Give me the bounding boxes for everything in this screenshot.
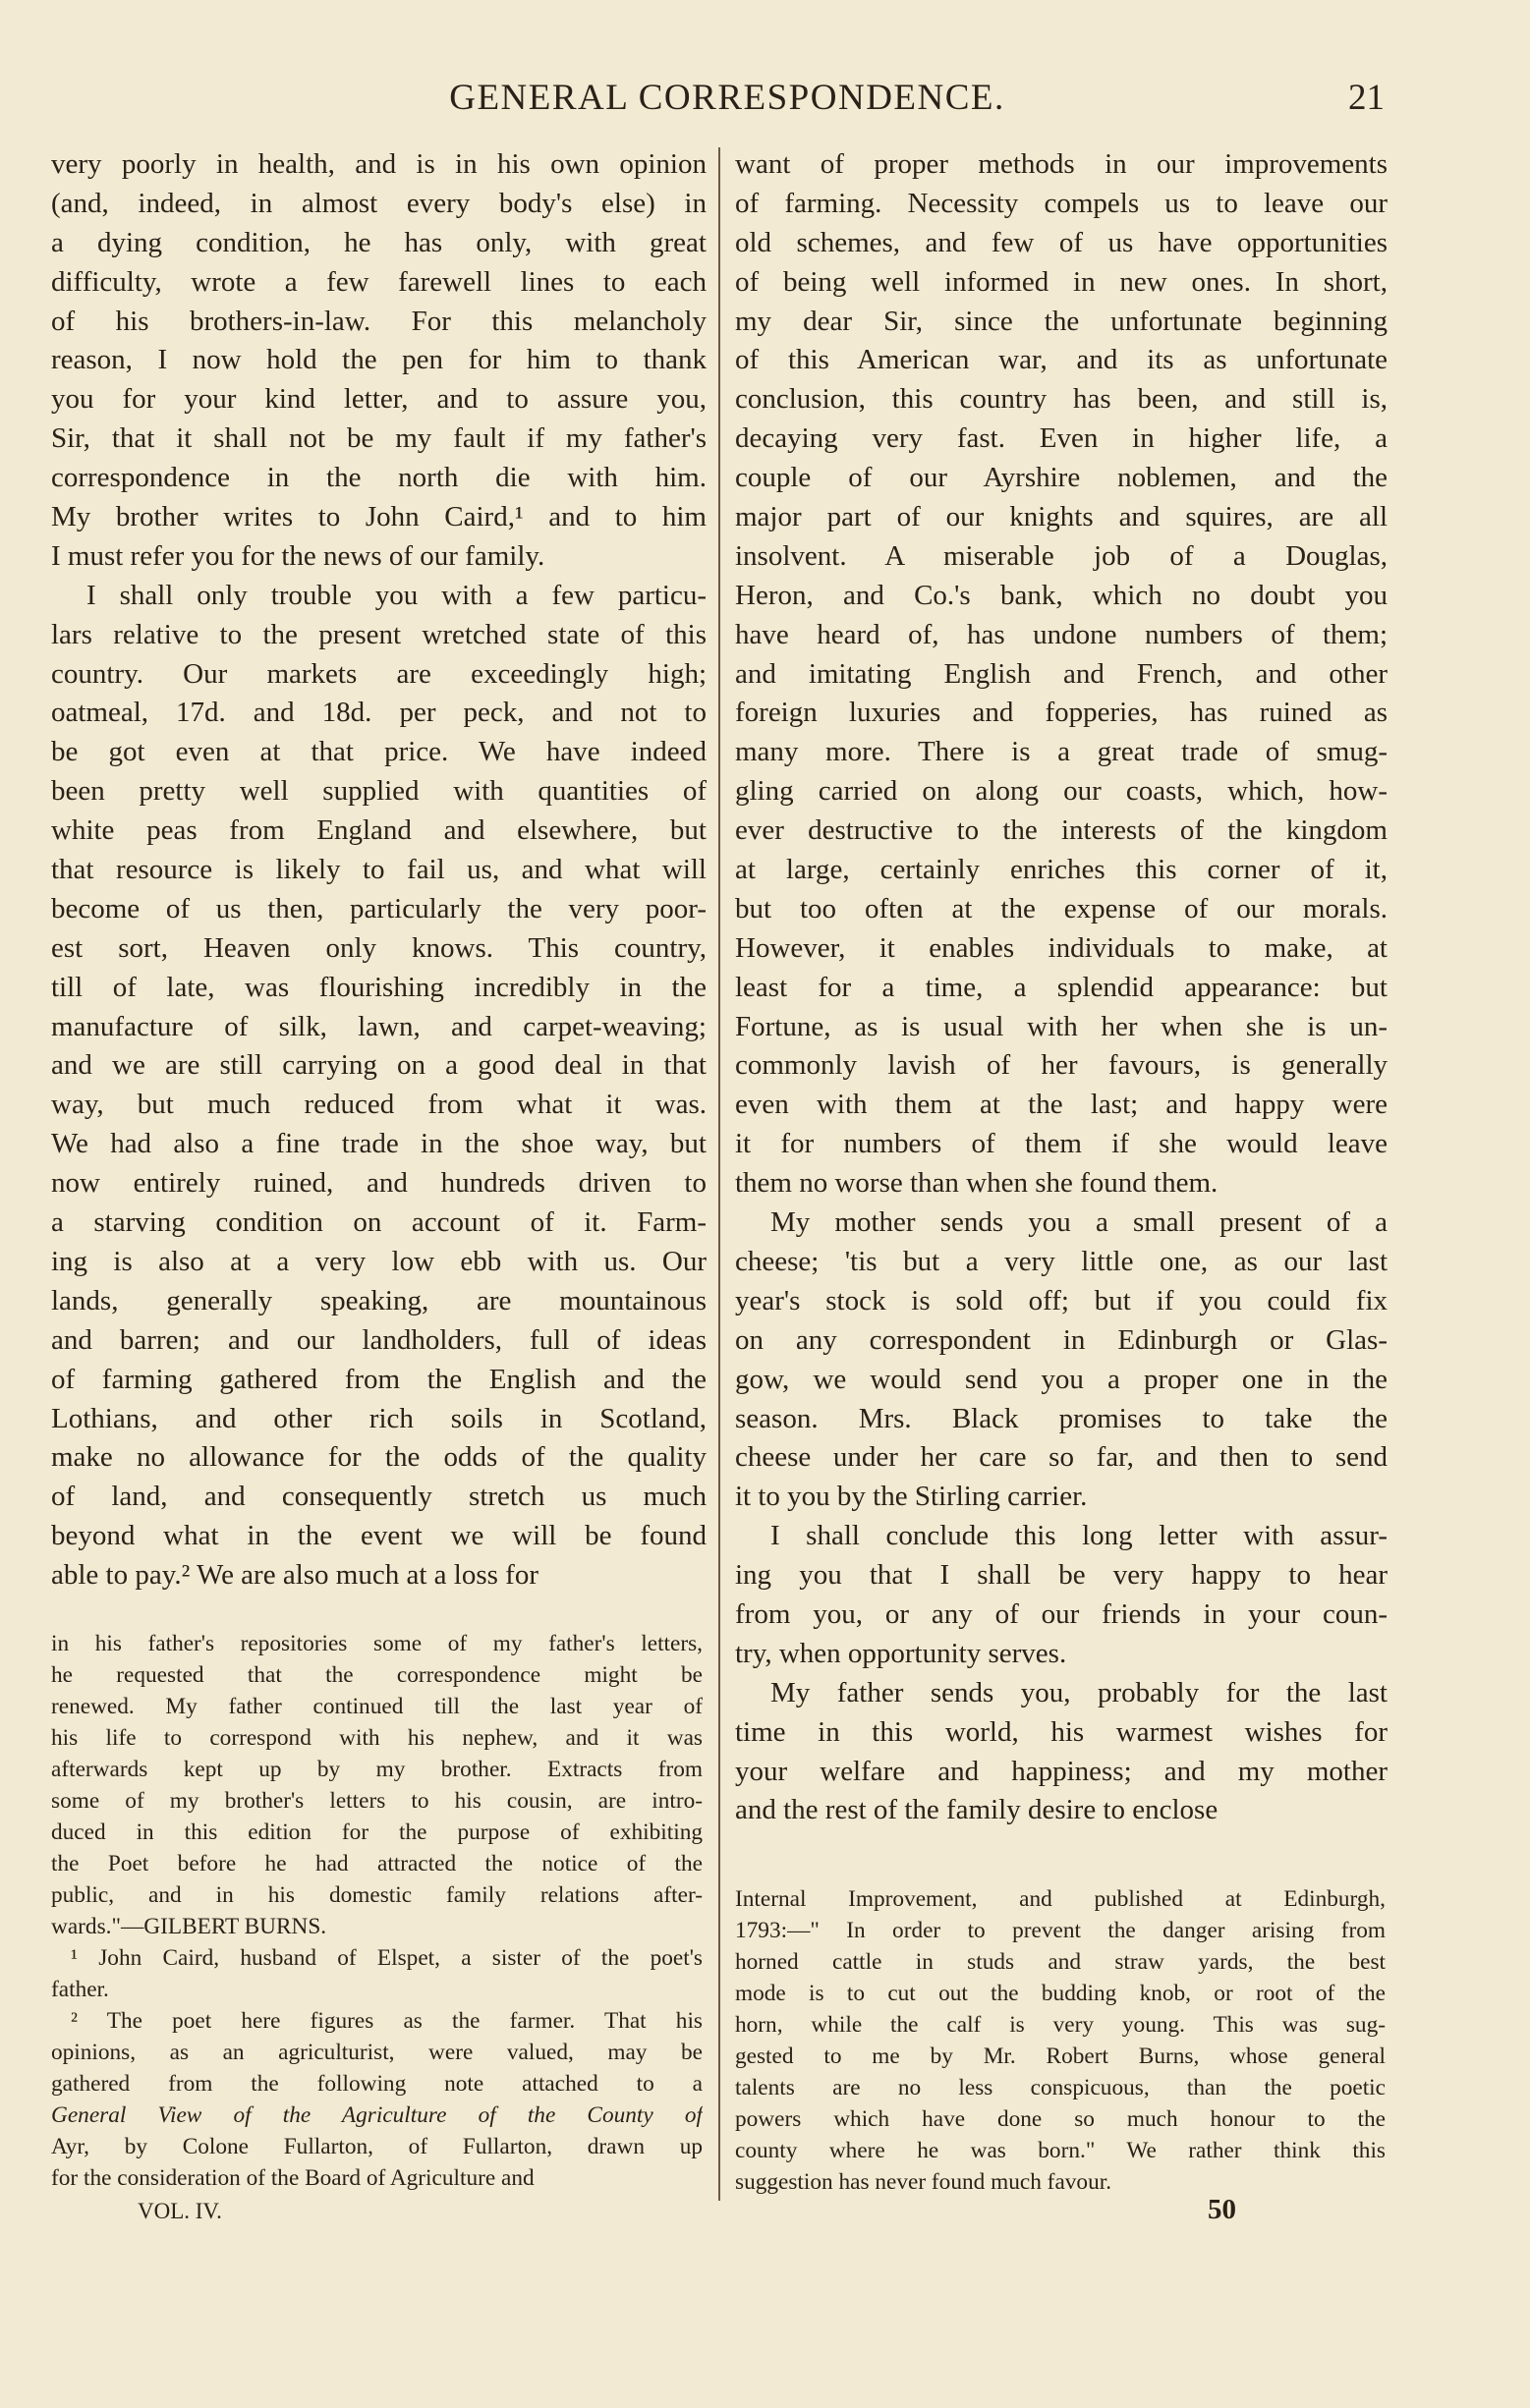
text-line: my dear Sir, since the unfortunate beginning: [735, 305, 1388, 337]
text-line: My father sends you, probably for the last: [770, 1676, 1388, 1708]
footnote-line: in his father's repositories some of my father's letters,: [51, 1631, 703, 1656]
text-line: that resource is likely to fail us, and what will: [51, 854, 707, 886]
footnote-line: ² The poet here figures as the farmer. That his: [71, 2008, 703, 2034]
footnote-line: gathered from the following note attached to a: [51, 2071, 703, 2097]
right-column-body: [735, 145, 1388, 1830]
footnote-line: General View of the Agriculture of the County of: [51, 2102, 703, 2128]
text-line: of farming. Necessity compels us to leave our: [735, 187, 1388, 219]
sheet-signature: 50: [1208, 2194, 1236, 2225]
footnote-line: wards."—GILBERT BURNS.: [51, 1914, 327, 1939]
footnote-line: gested to me by Mr. Robert Burns, whose general: [735, 2044, 1386, 2069]
text-line: from you, or any of our friends in your coun-: [735, 1597, 1388, 1630]
text-line: difficulty, wrote a few farewell lines to each: [51, 265, 707, 298]
footnote-line: his life to correspond with his nephew, and it was: [51, 1725, 703, 1751]
footnote-line: suggestion has never found much favour.: [735, 2169, 1112, 2195]
footnote-line: the Poet before he had attracted the notice of the: [51, 1851, 703, 1876]
text-line: it for numbers of them if she would leave: [735, 1128, 1388, 1160]
footnote-line: talents are no less conspicuous, than the poetic: [735, 2075, 1386, 2100]
footnote-line: powers which have done so much honour to the: [735, 2106, 1386, 2132]
footnote-line: horned cattle in studs and straw yards, the best: [735, 1949, 1386, 1975]
text-line: way, but much reduced from what it was.: [51, 1089, 707, 1121]
text-line: been pretty well supplied with quantities of: [51, 775, 707, 808]
text-line: you for your kind letter, and to assure you,: [51, 383, 707, 416]
text-line: till of late, was flourishing incredibly in the: [51, 971, 707, 1003]
footnote-line: ¹ John Caird, husband of Elspet, a sister of the poet's: [71, 1945, 703, 1971]
text-line: (and, indeed, in almost every body's else) in: [51, 187, 707, 219]
text-line: become of us then, particularly the very poor-: [51, 892, 707, 924]
text-line: cheese under her care so far, and then to send: [735, 1441, 1388, 1474]
text-line: We had also a fine trade in the shoe way, but: [51, 1128, 707, 1160]
text-line: lands, generally speaking, are mountainous: [51, 1284, 707, 1316]
text-line: decaying very fast. Even in higher life, a: [735, 422, 1388, 455]
footnote-line: he requested that the correspondence might be: [51, 1662, 703, 1688]
text-line: I shall conclude this long letter with assur-: [770, 1520, 1388, 1552]
text-line: at large, certainly enriches this corner of it,: [735, 854, 1388, 886]
running-title: GENERAL CORRESPONDENCE.: [449, 78, 1005, 118]
text-line: now entirely ruined, and hundreds driven to: [51, 1167, 707, 1200]
left-column-footnotes: [51, 1628, 703, 2194]
page-header: [0, 77, 1530, 126]
text-line: I must refer you for the news of our family.: [51, 539, 545, 572]
text-line: on any correspondent in Edinburgh or Glas-: [735, 1323, 1388, 1356]
text-line: of farming gathered from the English and the: [51, 1363, 707, 1395]
text-line: beyond what in the event we will be found: [51, 1520, 707, 1552]
text-line: gling carried on along our coasts, which, how-: [735, 775, 1388, 808]
text-line: est sort, Heaven only knows. This country,: [51, 931, 707, 964]
text-line: a dying condition, he has only, with great: [51, 226, 707, 258]
text-line: couple of our Ayrshire noblemen, and the: [735, 462, 1388, 494]
text-line: year's stock is sold off; but if you could fix: [735, 1284, 1388, 1316]
text-line: have heard of, has undone numbers of them;: [735, 618, 1388, 650]
column-divider: [718, 147, 720, 2201]
text-line: want of proper methods in our improvements: [735, 148, 1388, 180]
text-line: insolvent. A miserable job of a Douglas,: [735, 539, 1388, 572]
page-number: 21: [1348, 78, 1385, 118]
text-line: of being well informed in new ones. In short,: [735, 265, 1388, 298]
text-line: Lothians, and other rich soils in Scotland,: [51, 1402, 707, 1434]
right-column-footnotes: [735, 1883, 1386, 2198]
text-line: ing is also at a very low ebb with us. Our: [51, 1245, 707, 1277]
footnote-line: public, and in his domestic family relations after-: [51, 1882, 703, 1908]
text-line: even with them at the last; and happy were: [735, 1089, 1388, 1121]
text-line: conclusion, this country has been, and still is,: [735, 383, 1388, 416]
text-line: of land, and consequently stretch us much: [51, 1481, 707, 1513]
text-line: ing you that I shall be very happy to hear: [735, 1559, 1388, 1592]
text-line: but too often at the expense of our morals.: [735, 892, 1388, 924]
text-line: very poorly in health, and is in his own opinion: [51, 148, 707, 180]
footnote-line: county where he was born." We rather think this: [735, 2138, 1386, 2163]
text-line: correspondence in the north die with him.: [51, 462, 707, 494]
footnote-line: duced in this edition for the purpose of exhibiting: [51, 1820, 703, 1845]
text-line: it to you by the Stirling carrier.: [735, 1481, 1088, 1513]
text-line: and barren; and our landholders, full of ideas: [51, 1323, 707, 1356]
footnote-line: 1793:—" In order to prevent the danger arising from: [735, 1918, 1386, 1943]
text-line: season. Mrs. Black promises to take the: [735, 1402, 1388, 1434]
text-line: country. Our markets are exceedingly high;: [51, 657, 707, 690]
text-line: manufacture of silk, lawn, and carpet-weaving;: [51, 1010, 707, 1042]
footnote-line: opinions, as an agriculturist, were valued, may be: [51, 2040, 703, 2065]
footnote-line: renewed. My father continued till the last year of: [51, 1694, 703, 1719]
text-line: of this American war, and its as unfortunate: [735, 344, 1388, 376]
text-line: try, when opportunity serves.: [735, 1637, 1067, 1669]
text-line: least for a time, a splendid appearance: but: [735, 971, 1388, 1003]
text-line: a starving condition on account of it. Farm-: [51, 1206, 707, 1239]
text-line: However, it enables individuals to make, at: [735, 931, 1388, 964]
text-line: of his brothers-in-law. For this melancholy: [51, 305, 707, 337]
text-line: many more. There is a great trade of smug-: [735, 736, 1388, 768]
text-line: Fortune, as is usual with her when she is un-: [735, 1010, 1388, 1042]
text-line: reason, I now hold the pen for him to thank: [51, 344, 707, 376]
text-line: My mother sends you a small present of a: [770, 1206, 1388, 1239]
text-line: Sir, that it shall not be my fault if my father's: [51, 422, 707, 455]
footnote-line: Ayr, by Colone Fullarton, of Fullarton, drawn up: [51, 2134, 703, 2159]
footnote-line: Internal Improvement, and published at Edinburgh,: [735, 1886, 1386, 1912]
footnote-line: mode is to cut out the budding knob, or root of the: [735, 1981, 1386, 2006]
text-line: gow, we would send you a proper one in the: [735, 1363, 1388, 1395]
text-line: cheese; 'tis but a very little one, as our last: [735, 1245, 1388, 1277]
text-line: and we are still carrying on a good deal in that: [51, 1049, 707, 1082]
text-line: ever destructive to the interests of the kingdom: [735, 814, 1388, 847]
text-line: make no allowance for the odds of the quality: [51, 1441, 707, 1474]
text-line: oatmeal, 17d. and 18d. per peck, and not to: [51, 697, 707, 729]
footnote-line: some of my brother's letters to his cousin, are intro-: [51, 1788, 703, 1814]
text-line: time in this world, his warmest wishes for: [735, 1715, 1388, 1748]
text-line: Heron, and Co.'s bank, which no doubt you: [735, 579, 1388, 611]
text-line: commonly lavish of her favours, is generally: [735, 1049, 1388, 1082]
text-line: lars relative to the present wretched state of this: [51, 618, 707, 650]
text-line: My brother writes to John Caird,¹ and to him: [51, 501, 707, 533]
text-line: and the rest of the family desire to enclose: [735, 1794, 1218, 1826]
volume-mark: VOL. IV.: [138, 2199, 222, 2223]
text-line: be got even at that price. We have indeed: [51, 736, 707, 768]
text-line: major part of our knights and squires, are all: [735, 501, 1388, 533]
left-column-body: [51, 145, 707, 1596]
footnote-line: for the consideration of the Board of Agriculture and: [51, 2165, 535, 2191]
text-line: able to pay.² We are also much at a loss for: [51, 1559, 538, 1592]
footnote-line: horn, while the calf is very young. This was sug-: [735, 2012, 1386, 2038]
text-line: foreign luxuries and fopperies, has ruined as: [735, 697, 1388, 729]
footnote-line: father.: [51, 1977, 109, 2002]
text-line: your welfare and happiness; and my mother: [735, 1755, 1388, 1787]
text-line: white peas from England and elsewhere, but: [51, 814, 707, 847]
text-line: them no worse than when she found them.: [735, 1167, 1218, 1200]
text-line: I shall only trouble you with a few particu-: [86, 579, 707, 611]
text-line: old schemes, and few of us have opportunities: [735, 226, 1388, 258]
footnote-line: afterwards kept up by my brother. Extracts from: [51, 1757, 703, 1782]
text-line: and imitating English and French, and other: [735, 657, 1388, 690]
